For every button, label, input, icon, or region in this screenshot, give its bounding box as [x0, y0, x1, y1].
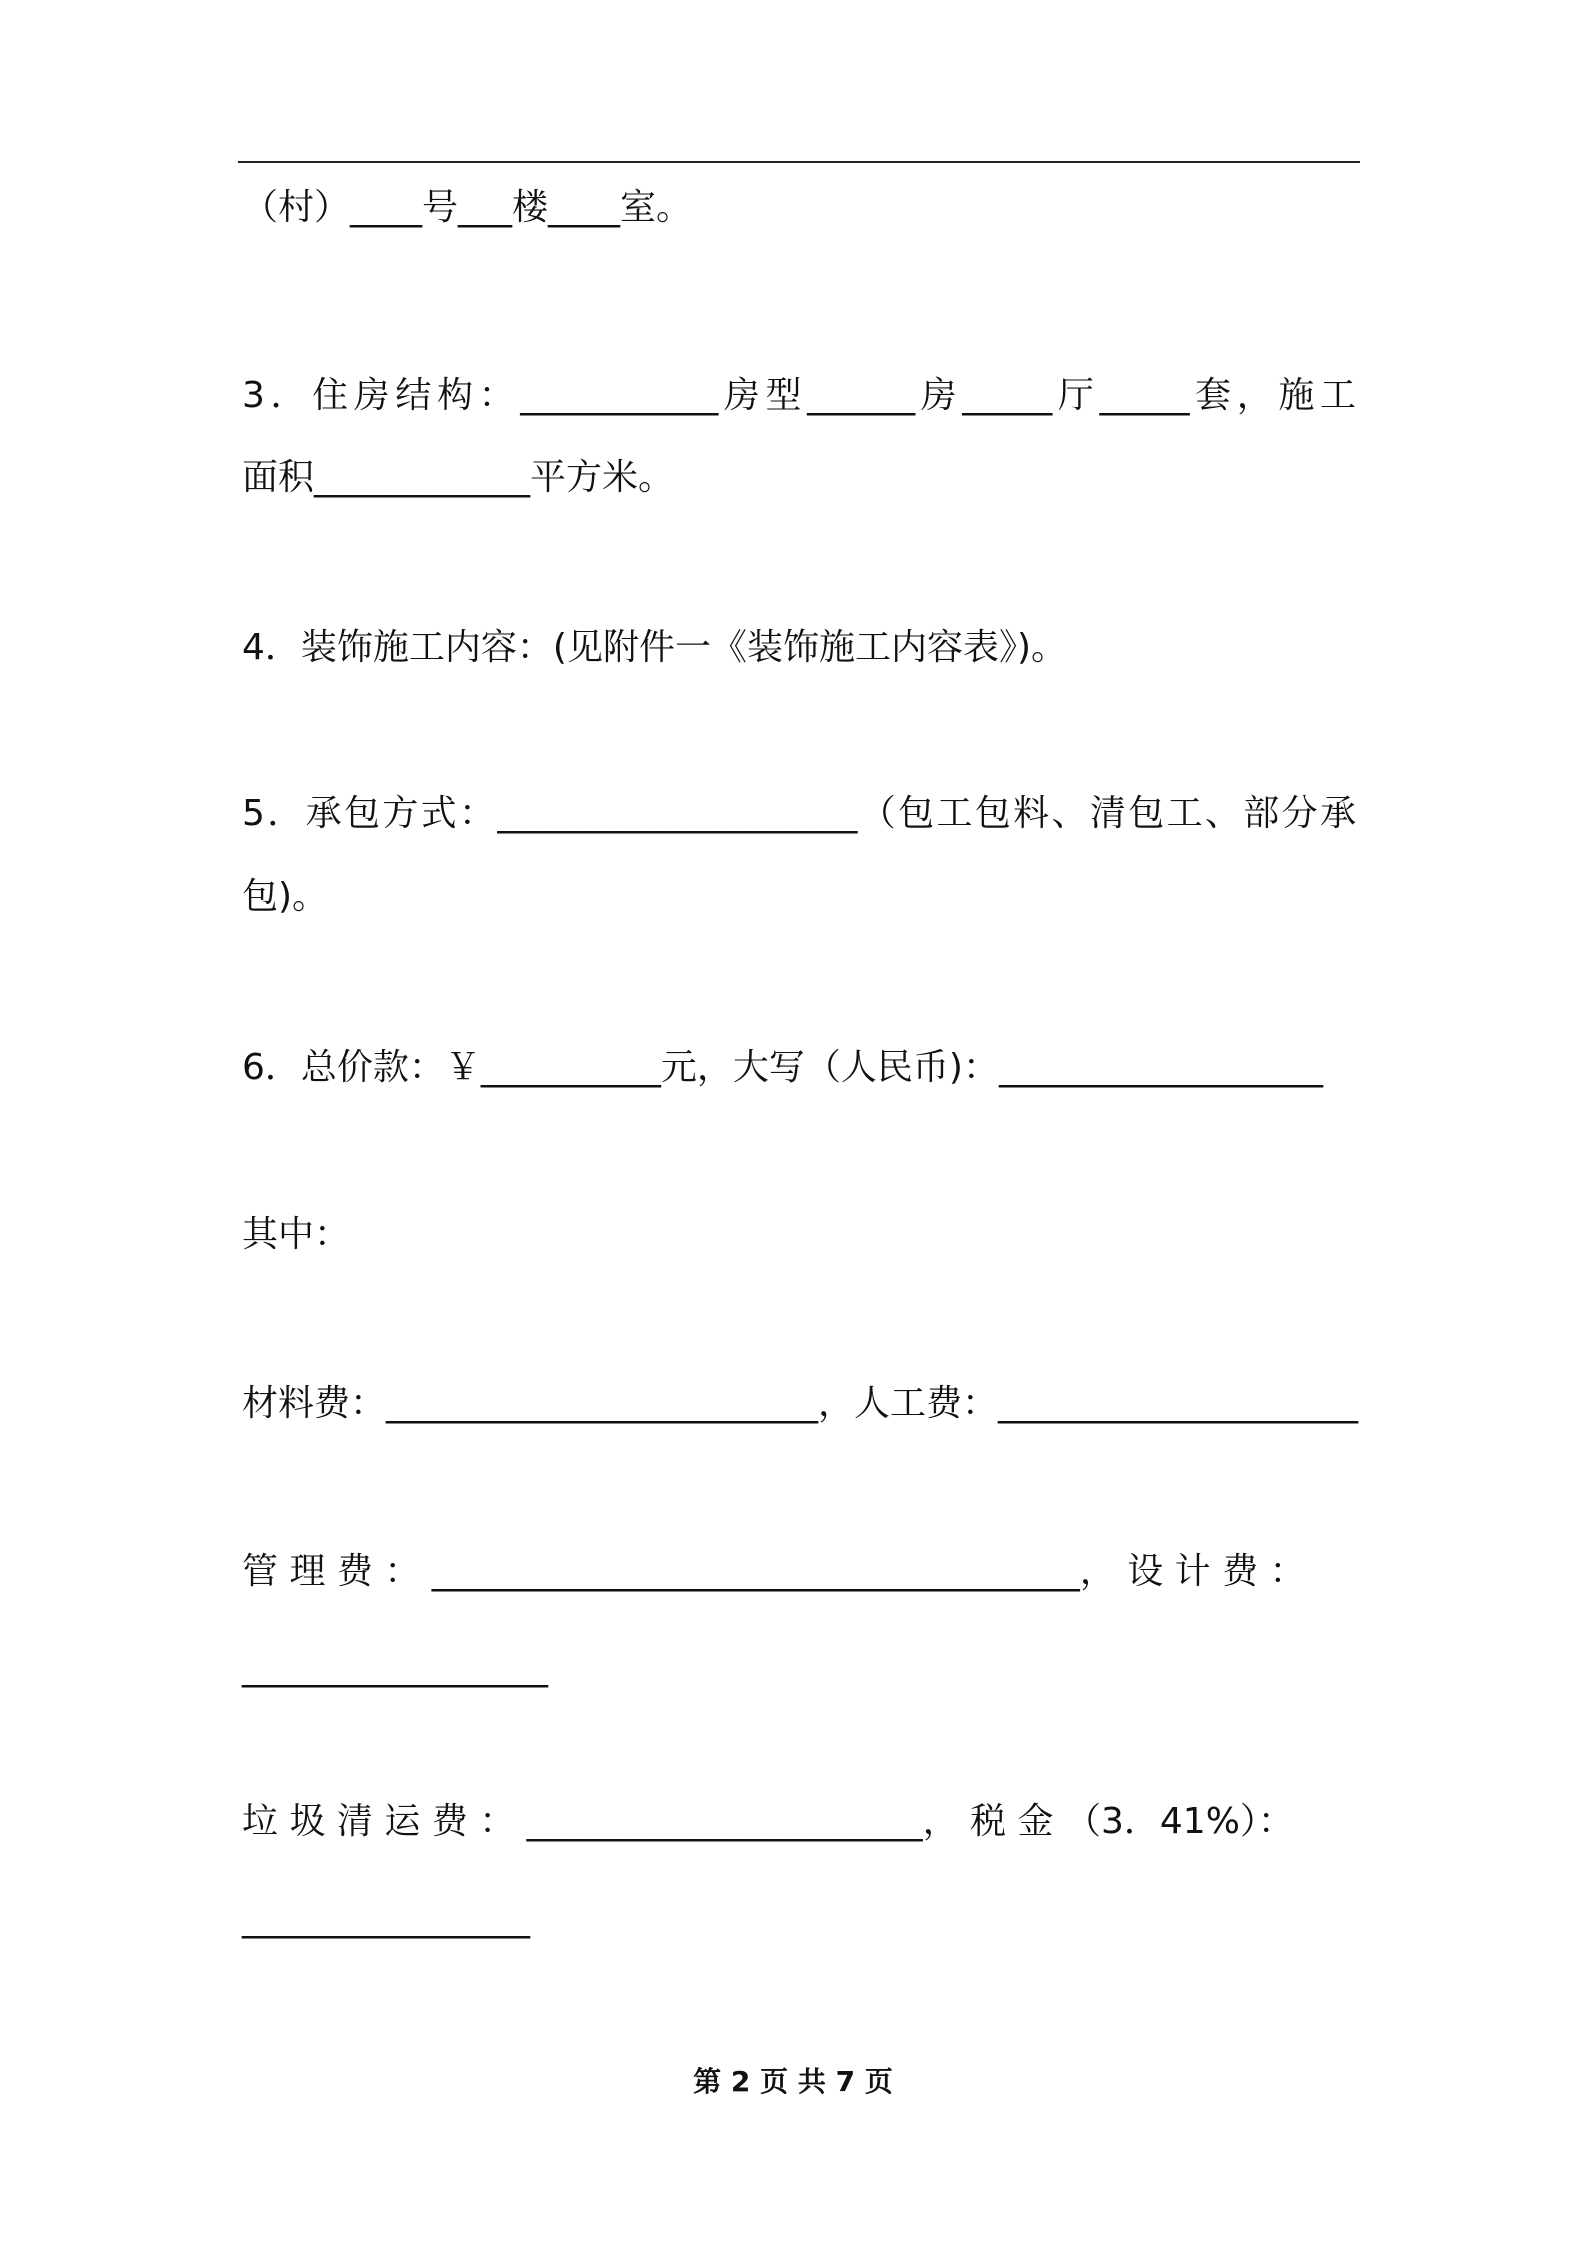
structure-line-2: 面积____________平方米。	[242, 457, 675, 498]
breakdown-heading: 其中：	[242, 1214, 351, 1255]
material-labor-line: 材料费：________________________，人工费：____________________	[242, 1383, 1359, 1424]
structure-line-1: 3．住房结构：___________房型______房_____厅_____套，施工	[242, 375, 1356, 416]
tax-blank: ________________	[242, 1898, 530, 1939]
design-fee-blank: _________________	[242, 1647, 548, 1688]
waste-tax-line: 垃 圾 清 运 费 ： ______________________， 税 金 （3．41%）：	[242, 1801, 1294, 1842]
address-line: （村）____号___楼____室。	[242, 187, 693, 228]
contract-method-line-2: 包)。	[242, 876, 329, 917]
contract-method-line-1: 5．承包方式：____________________（包工包料、清包工、部分承	[242, 793, 1356, 834]
page-number: 第 2 页 共 7 页	[693, 2065, 893, 2098]
construction-content-line: 4．装饰施工内容：(见附件一《装饰施工内容表》)。	[242, 627, 1067, 668]
header-rule	[238, 161, 1360, 163]
management-design-line: 管 理 费 ： ____________________________________， 设 计 费 ：	[242, 1551, 1306, 1592]
total-price-line: 6．总价款：￥__________元，大写（人民币)：__________________	[242, 1047, 1323, 1088]
